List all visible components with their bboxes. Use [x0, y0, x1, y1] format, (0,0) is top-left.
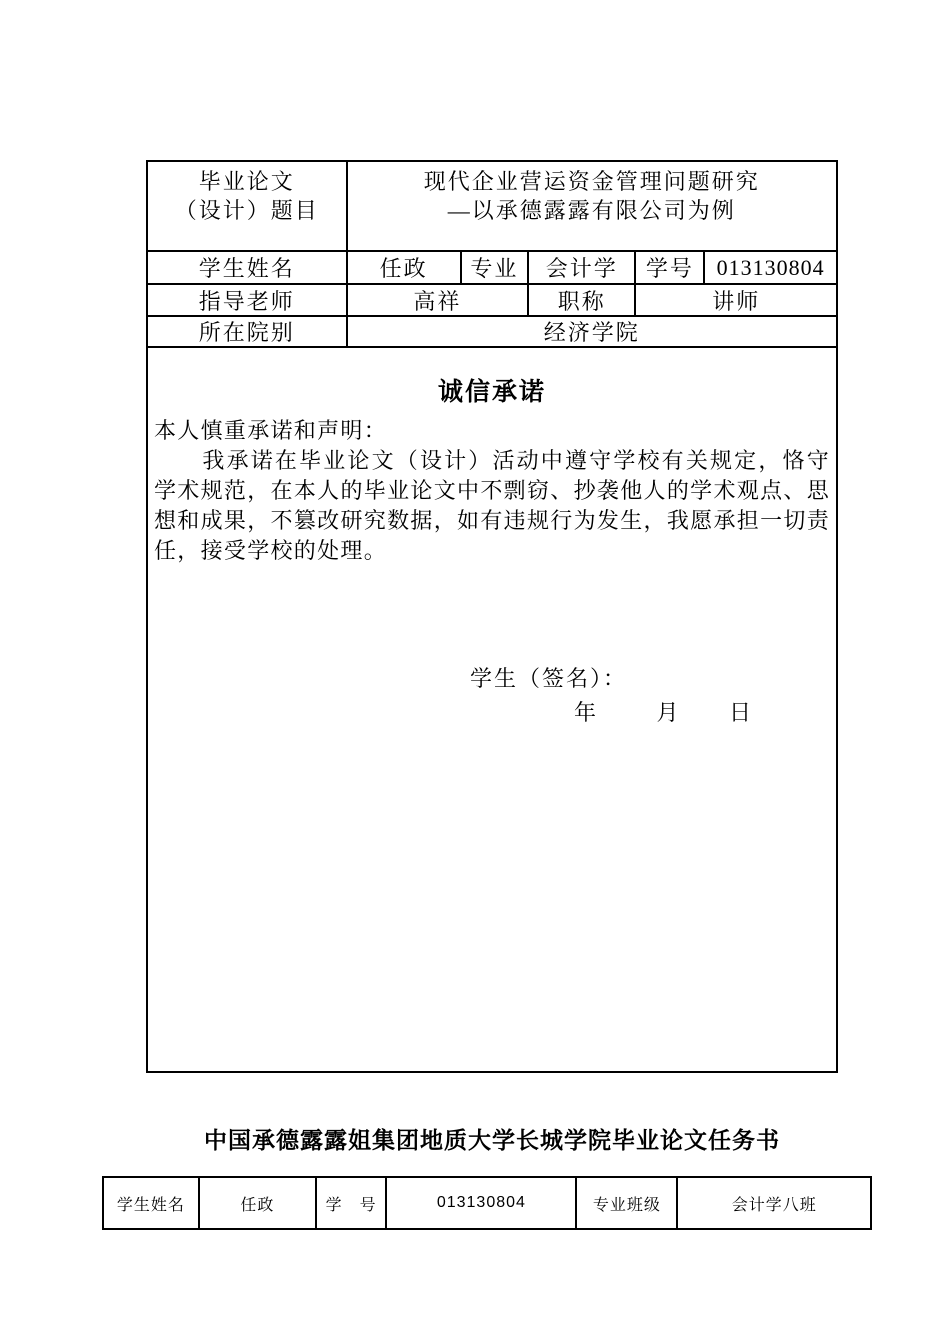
student-signature-label: 学生（签名）：	[470, 666, 628, 691]
commitment-cell	[148, 348, 836, 1071]
college-value: 经济学院	[543, 320, 640, 345]
major-value: 会计学	[529, 252, 636, 283]
advisor-name-value: 高祥	[348, 285, 530, 315]
thesis-info-table	[146, 160, 838, 1073]
footer-student-id-label: 学 号	[317, 1178, 387, 1228]
footer-student-name-value: 任政	[200, 1178, 317, 1228]
student-id-value: 013130804	[716, 254, 825, 280]
thesis-title-label-line2: （设计）题目	[174, 198, 319, 223]
advisor-row	[148, 285, 836, 317]
commitment-row	[148, 348, 836, 1071]
advisor-title-label: 职称	[529, 285, 636, 315]
student-row	[148, 252, 836, 285]
task-book-title: 中国承德露露姐集团地质大学长城学院毕业论文任务书	[204, 1127, 780, 1153]
signature-date-line	[154, 696, 830, 727]
footer-student-id-value: 013130804	[387, 1178, 577, 1228]
student-id-label: 学号	[636, 252, 705, 283]
commitment-declaration: 本人慎重承诺和声明：	[154, 418, 388, 443]
commitment-heading: 诚信承诺	[437, 379, 546, 406]
day-label: 日	[729, 700, 752, 725]
major-label: 专业	[462, 252, 529, 283]
footer-class-label: 专业班级	[577, 1178, 678, 1228]
thesis-title-value-cell	[348, 162, 836, 250]
year-label: 年	[574, 700, 597, 725]
footer-student-name-label: 学生姓名	[104, 1178, 200, 1228]
student-name-value: 任政	[348, 252, 462, 283]
thesis-title-label-line1: 毕业论文	[198, 169, 295, 194]
month-label: 月	[656, 700, 679, 725]
task-book-student-table	[102, 1176, 872, 1230]
college-row	[148, 317, 836, 348]
thesis-title-row	[148, 162, 836, 252]
advisor-title-value: 讲师	[712, 288, 761, 314]
footer-class-value: 会计学八班	[731, 1196, 817, 1214]
advisor-label: 指导老师	[148, 285, 348, 315]
thesis-title-line1: 现代企业营运资金管理问题研究	[423, 169, 760, 194]
student-name-label: 学生姓名	[148, 252, 348, 283]
college-label: 所在院别	[148, 317, 348, 346]
thesis-title-label-cell	[148, 162, 348, 250]
commitment-body: 我承诺在毕业论文（设计）活动中遵守学校有关规定，恪守学术规范，在本人的毕业论文中不剽窃、抄袭他人的学术观点、思想和成果，不篡改研究数据，如有违规行为发生，我愿承担一切责任，接受学校的处理。	[154, 448, 830, 563]
thesis-title-line2: —以承德露露有限公司为例	[447, 198, 736, 223]
